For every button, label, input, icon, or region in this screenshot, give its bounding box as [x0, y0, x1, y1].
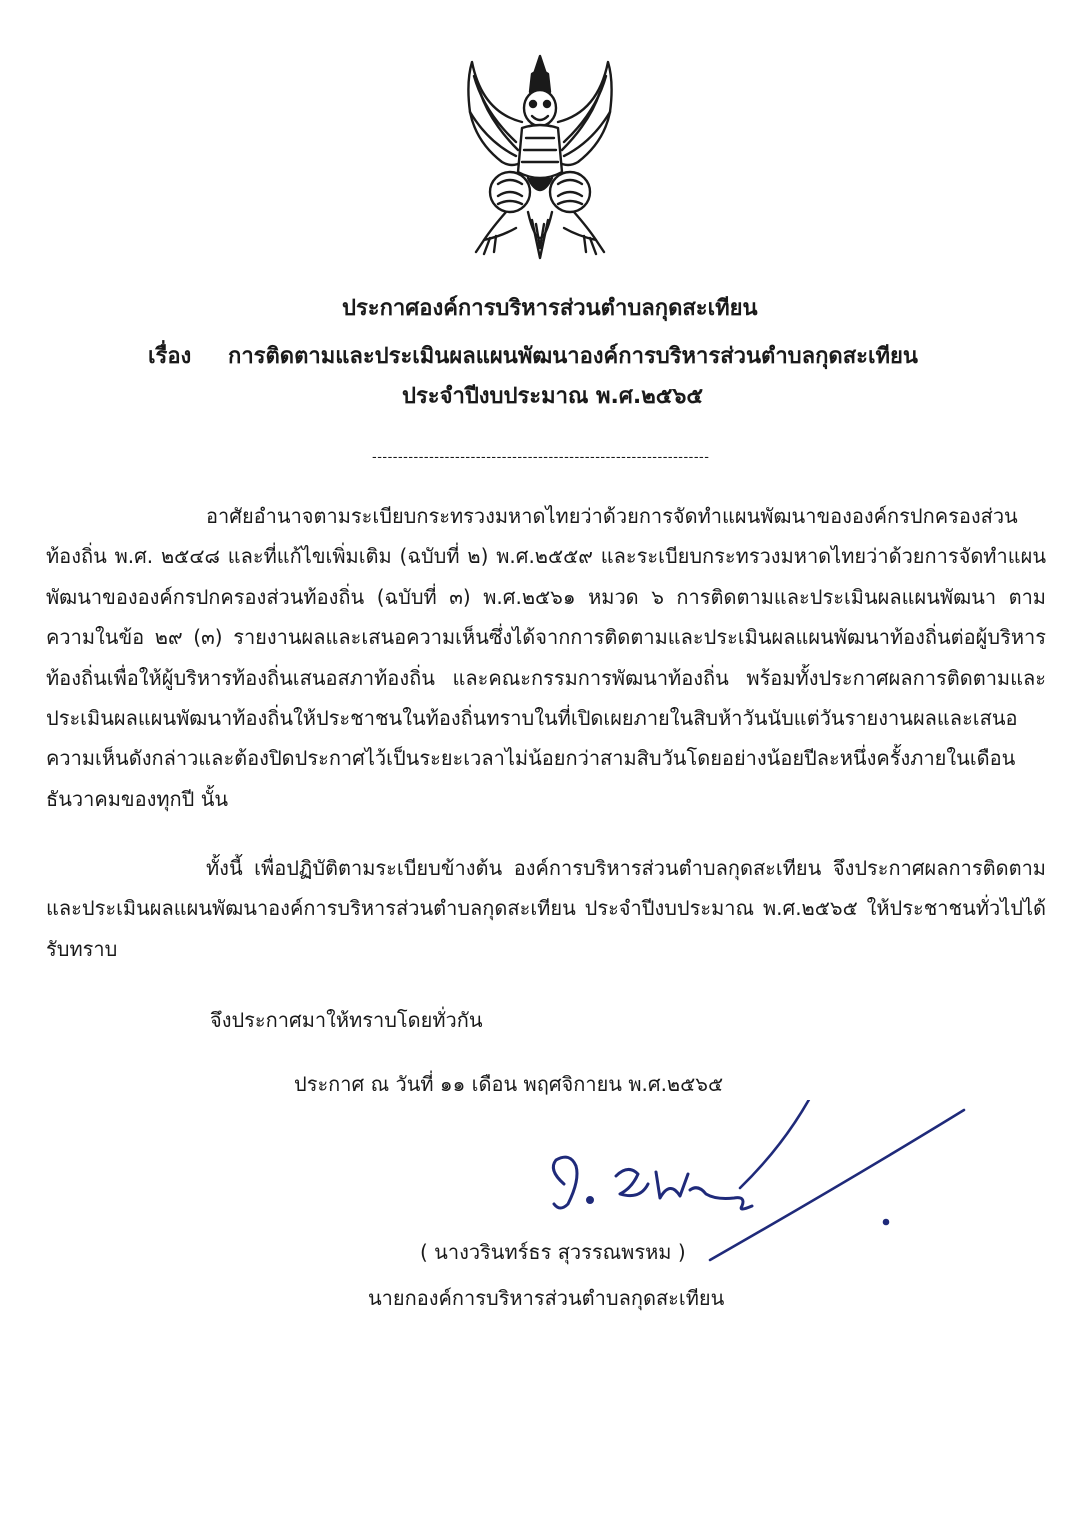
signer-name: ( นางวรินทร์ธร สุวรรณพรหม )	[420, 1240, 686, 1264]
closing-statement: จึงประกาศมาให้ทราบโดยทั่วกัน	[210, 1008, 483, 1032]
fiscal-year: ประจำปีงบประมาณ พ.ศ.๒๕๖๕	[402, 384, 703, 409]
announcement-title: ประกาศองค์การบริหารส่วนตำบลกุดสะเทียน	[342, 296, 758, 321]
signature-flourish	[700, 1100, 1000, 1270]
body-paragraph-2: ทั้งนี้ เพื่อปฏิบัติตามระเบียบข้างต้น องค์การบริหารส่วนตำบลกุดสะเทียน จึงประกาศผลการติดตามและประเมินผลแผนพัฒนาองค์การบริหารส่วนตำบลกุดสะเทียน ประจำปีงบประมาณ พ.ศ.๒๕๖๕ ให้ประชาชนทั่วไปได้รับทราบ	[46, 856, 1046, 961]
body-paragraph-1: อาศัยอำนาจตามระเบียบกระทรวงมหาดไทยว่าด้วยการจัดทำแผนพัฒนาขององค์กรปกครองส่วนท้องถิ่น พ.ศ. ๒๕๔๘ และที่แก้ไขเพิ่มเติม (ฉบับที่ ๒) พ.ศ.๒๕๕๙ และระเบียบกระทรวงมหาดไทยว่าด้วยการจัดทำแผนพัฒนาขององค์กรปกครองส่วนท้องถิ่น (ฉบับที่ ๓) พ.ศ.๒๕๖๑ หมวด ๖ การติดตามและประเมินผลแผนพัฒนา ตามความในข้อ ๒๙ (๓) รายงานผลและเสนอความเห็นซึ่งได้จากการติดตามและประเมินผลแผนพัฒนาท้องถิ่นต่อผู้บริหารท้องถิ่นเพื่อให้ผู้บริหารท้องถิ่นเสนอสภาท้องถิ่น และคณะกรรมการพัฒนาท้องถิ่น พร้อมทั้งประกาศผลการติดตามและประเมินผลแผนพัฒนาท้องถิ่นให้ประชาชนในท้องถิ่นทราบในที่เปิดเผยภายในสิบห้าวันนับแต่วันรายงานผลและเสนอความเห็นดังกล่าวและต้องปิดประกาศไว้เป็นระยะเวลาไม่น้อยกว่าสามสิบวันโดยอย่างน้อยปีละหนึ่งครั้งภายในเดือนธันวาคมของทุกปี นั้น	[46, 504, 1046, 811]
garuda-emblem-icon	[462, 52, 618, 270]
subject-text: การติดตามและประเมินผลแผนพัฒนาองค์การบริหารส่วนตำบลกุดสะเทียน	[228, 344, 918, 369]
signer-position: นายกองค์การบริหารส่วนตำบลกุดสะเทียน	[368, 1286, 725, 1310]
announcement-dateline: ประกาศ ณ วันที่ ๑๑ เดือน พฤศจิกายน พ.ศ.๒๕๖๕	[294, 1072, 724, 1096]
subject-label: เรื่อง	[148, 344, 192, 369]
divider-line: -----------------------------------------------------------------	[372, 450, 710, 465]
announcement-subject	[0, 338, 1073, 373]
